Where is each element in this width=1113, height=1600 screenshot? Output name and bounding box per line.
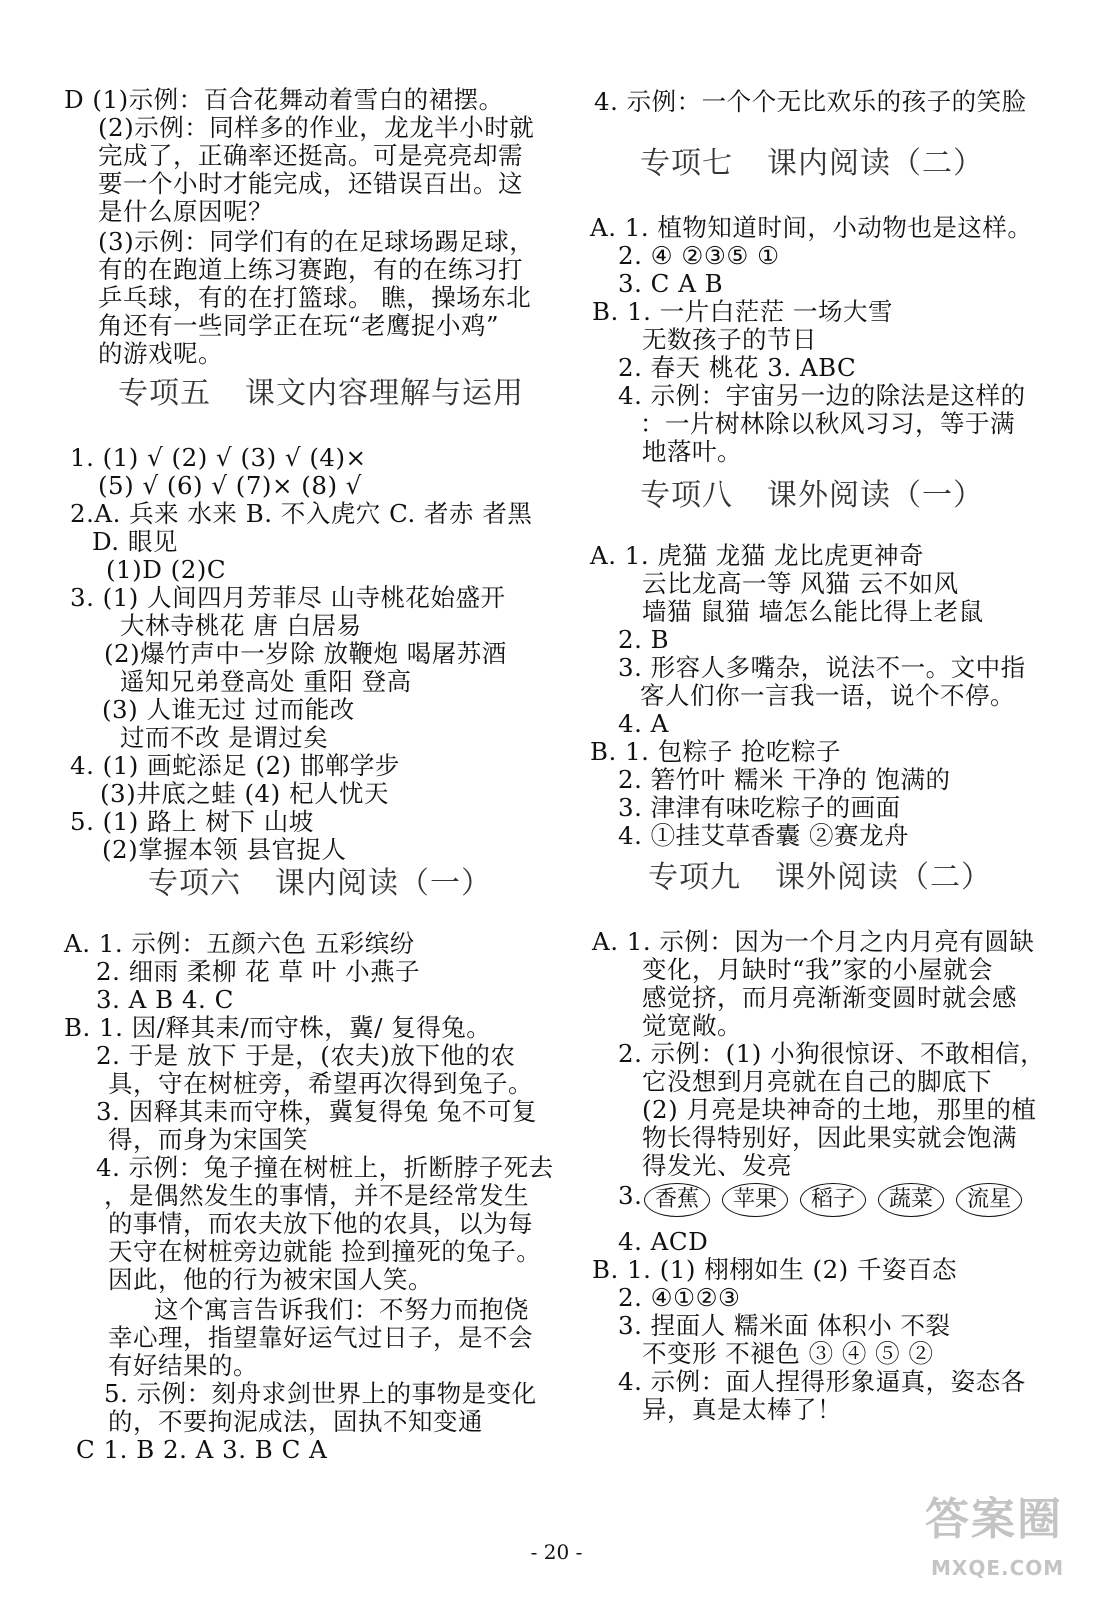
- answer-line: 无数孩子的节日: [642, 325, 817, 354]
- answer-line: 3. 捏面人 糯米面 体积小 不裂: [618, 1311, 951, 1340]
- answer-line: ：一片树林除以秋风习习，等于满: [640, 409, 1015, 438]
- section-number: 专项五: [118, 376, 211, 411]
- answer-line: 天守在树桩旁边就能 捡到撞死的兔子。: [108, 1237, 542, 1266]
- answer-line: (5) √ (6) √ (7)× (8) √: [98, 471, 362, 500]
- answer-line: 异，真是太棒了！: [642, 1395, 842, 1424]
- watermark-url: MXQE.COM: [931, 1556, 1065, 1580]
- answer-line: 因此，他的行为被宋国人笑。: [108, 1265, 433, 1294]
- answer-line: 2. 春天 桃花 3. ABC: [618, 353, 857, 382]
- answer-line: 具，守在树桩旁，希望再次得到兔子。: [108, 1069, 533, 1098]
- answer-line: 物长得特别好，因此果实就会饱满: [642, 1123, 1017, 1152]
- section-heading-9: [648, 860, 992, 896]
- word-oval: 流星: [956, 1183, 1022, 1217]
- answer-line: 1. (1) √ (2) √ (3) √ (4)×: [70, 443, 367, 472]
- watermark-logo: [925, 1490, 1105, 1590]
- answer-line: A. 1. 示例：因为一个月之内月亮有圆缺: [592, 927, 1035, 956]
- answer-line: 3. 津津有味吃粽子的画面: [618, 793, 901, 822]
- answer-line: 2. 示例：(1) 小狗很惊讶、不敢相信，: [618, 1039, 1046, 1068]
- answer-line: A. 1. 示例：五颜六色 五彩缤纷: [64, 929, 415, 958]
- answer-line: B. 1. 一片白茫茫 一场大雪: [592, 297, 894, 326]
- page-number: - 20 -: [530, 1540, 583, 1564]
- answer-line: 3. (1) 人间四月芳菲尽 山寺桃花始盛开: [70, 583, 506, 612]
- word-oval: 香蕉: [644, 1183, 710, 1217]
- answer-line: (3)示例：同学们有的在足球场踢足球，: [98, 227, 535, 256]
- word-oval: 苹果: [722, 1183, 788, 1217]
- answer-line: 墙猫 鼠猫 墙怎么能比得上老鼠: [642, 597, 984, 626]
- answer-line: (1)D (2)C: [106, 555, 227, 584]
- word-oval: 稻子: [800, 1183, 866, 1217]
- section-number: 专项七: [640, 146, 733, 181]
- answer-line: 的，不要拘泥成法，固执不知变通: [108, 1407, 483, 1436]
- answer-line: 它没想到月亮就在自己的脚底下: [642, 1067, 992, 1096]
- answer-line: (3) 人谁无过 过而能改: [102, 695, 355, 724]
- word-oval: 蔬菜: [878, 1183, 944, 1217]
- answer-line: 2.A. 兵来 水来 B. 不入虎穴 C. 者赤 者黑: [70, 499, 533, 528]
- answer-line: 3.: [618, 1181, 643, 1210]
- answer-line: 角还有一些同学正在玩“老鹰捉小鸡”: [98, 311, 500, 340]
- answer-line: 3. 形容人多嘴杂，说法不一。文中指: [618, 653, 1026, 682]
- answer-line: B. 1. 包粽子 抢吃粽子: [590, 737, 842, 766]
- section-number: 专项六: [148, 866, 241, 901]
- section-title: 课文内容理解与运用: [245, 376, 524, 411]
- answer-line: 的游戏呢。: [98, 339, 223, 368]
- answer-line: 3. C A B: [618, 269, 724, 298]
- section-title: 课外阅读（二）: [775, 860, 992, 895]
- section-number: 专项九: [648, 860, 741, 895]
- section-heading-7: [640, 146, 984, 182]
- answer-line: 4. 示例：兔子撞在树桩上，折断脖子死去: [96, 1153, 554, 1182]
- answer-line: 2. ④ ②③⑤ ①: [618, 241, 780, 270]
- answer-line: 4. A: [618, 709, 669, 738]
- answer-line: 不变形 不褪色 ③ ④ ⑤ ②: [642, 1339, 934, 1368]
- answer-line: 有好结果的。: [108, 1351, 258, 1380]
- answer-line: 完成了，正确率还挺高。可是亮亮却需: [98, 141, 523, 170]
- answer-line: 的事情，而农夫放下他的农具，以为每: [108, 1209, 533, 1238]
- answer-line: 5. (1) 路上 树下 山坡: [70, 807, 314, 836]
- answer-line: 大林寺桃花 唐 白居易: [120, 611, 362, 640]
- answer-line: 3. 因释其耒而守株，冀复得兔 兔不可复: [96, 1097, 537, 1126]
- answer-line: 乒乓球，有的在打篮球。 瞧，操场东北: [98, 283, 532, 312]
- answer-line: 4. 示例：宇宙另一边的除法是这样的: [618, 381, 1026, 410]
- answer-line: D (1)示例：百合花舞动着雪白的裙摆。: [64, 85, 504, 114]
- answer-line: 得，而身为宋国笑: [108, 1125, 308, 1154]
- answer-line: (2) 月亮是块神奇的土地，那里的植: [642, 1095, 1037, 1124]
- answer-line: 感觉挤，而月亮渐渐变圆时就会感: [642, 983, 1017, 1012]
- answer-line: (2)爆竹声中一岁除 放鞭炮 喝屠苏酒: [104, 639, 507, 668]
- answer-line: 变化，月缺时“我”家的小屋就会: [642, 955, 994, 984]
- answer-line: (2)掌握本领 县官捉人: [102, 835, 347, 864]
- answer-line: 觉宽敞。: [642, 1011, 742, 1040]
- answer-line: C 1. B 2. A 3. B C A: [76, 1435, 328, 1464]
- answer-line: 4. 示例：面人捏得形象逼真，姿态各: [618, 1367, 1026, 1396]
- section-heading-6: [148, 866, 492, 902]
- answer-line: 5. 示例：刻舟求剑世界上的事物是变化: [104, 1379, 537, 1408]
- answer-line: 这个寓言告诉我们：不努力而抱侥: [154, 1295, 529, 1324]
- answer-line: B. 1. 因/释其耒/而守株，冀/ 复得兔。: [64, 1013, 492, 1042]
- watermark-text: 答案圈: [925, 1494, 1063, 1545]
- answer-line: 地落叶。: [642, 437, 742, 466]
- answer-line: 有的在跑道上练习赛跑，有的在练习打: [98, 255, 523, 284]
- answer-line: 过而不改 是谓过矣: [120, 723, 329, 752]
- answer-line: 要一个小时才能完成，还错误百出。这: [98, 169, 523, 198]
- answer-line: 云比龙高一等 风猫 云不如风: [642, 569, 959, 598]
- answer-line: (3)井底之蛙 (4) 杞人忧天: [100, 779, 389, 808]
- answer-line: 4. (1) 画蛇添足 (2) 邯郸学步: [70, 751, 400, 780]
- answer-line: 4. 示例：一个个无比欢乐的孩子的笑脸: [594, 87, 1027, 116]
- section-title: 课内阅读（二）: [767, 146, 984, 181]
- section-heading-5: [118, 376, 524, 412]
- answer-line: D. 眼见: [92, 527, 178, 556]
- answer-line: 2. 箬竹叶 糯米 干净的 饱满的: [618, 765, 951, 794]
- answer-line: 4. ①挂艾草香囊 ②赛龙舟: [618, 821, 909, 850]
- section-title: 课外阅读（一）: [767, 478, 984, 513]
- answer-line: (2)示例：同样多的作业，龙龙半小时就: [98, 113, 535, 142]
- answer-line: 2. ④①②③: [618, 1283, 741, 1312]
- answer-line: B. 1. (1) 栩栩如生 (2) 千姿百态: [592, 1255, 958, 1284]
- answer-line: 遥知兄弟登高处 重阳 登高: [120, 667, 412, 696]
- answer-line: 2. B: [618, 625, 670, 654]
- answer-line: 2. 于是 放下 于是，(农夫)放下他的农: [96, 1041, 516, 1070]
- answer-line: 3. A B 4. C: [96, 985, 234, 1014]
- answer-line: 4. ACD: [618, 1227, 709, 1256]
- section-heading-8: [640, 478, 984, 514]
- section-title: 课内阅读（一）: [275, 866, 492, 901]
- answer-line: 是什么原因呢？: [98, 197, 273, 226]
- answer-line: 幸心理，指望靠好运气过日子，是不会: [108, 1323, 533, 1352]
- section-number: 专项八: [640, 478, 733, 513]
- answer-line: A. 1. 植物知道时间，小动物也是这样。: [590, 213, 1033, 242]
- answer-line: 得发光、发亮: [642, 1151, 792, 1180]
- word-oval-group: [644, 1183, 1022, 1217]
- answer-line: 2. 细雨 柔柳 花 草 叶 小燕子: [96, 957, 421, 986]
- answer-line: 客人们你一言我一语，说个不停。: [640, 681, 1015, 710]
- answer-line: A. 1. 虎猫 龙猫 龙比虎更神奇: [590, 541, 925, 570]
- answer-line: ，是偶然发生的事情，并不是经常发生: [104, 1181, 529, 1210]
